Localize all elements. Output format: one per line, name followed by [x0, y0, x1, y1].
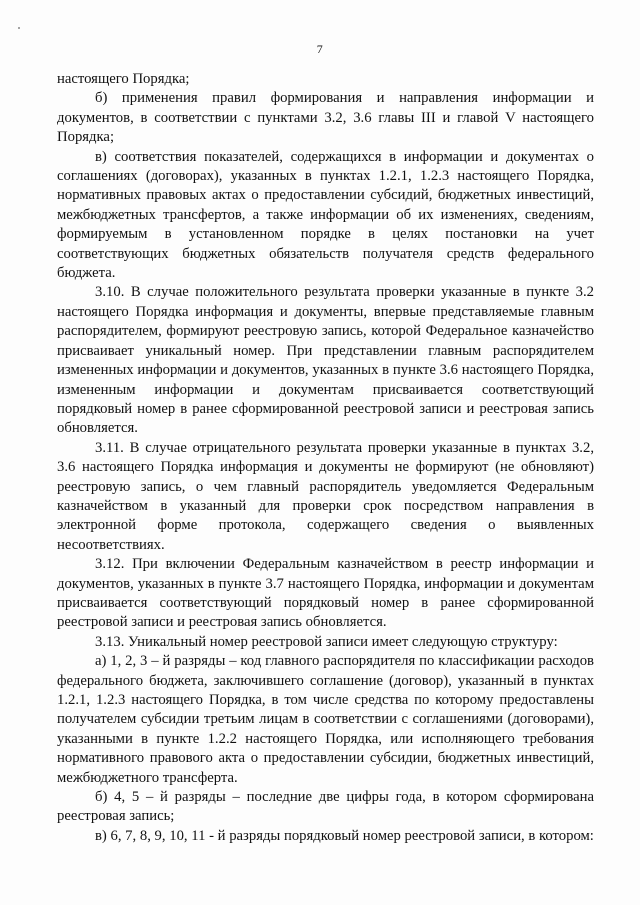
- paragraph: б) 4, 5 – й разряды – последние две цифры года, в котором сформирована реестровая запись;: [57, 789, 594, 825]
- body-text: [57, 70, 594, 846]
- scan-speck: [18, 27, 20, 29]
- paragraph: б) применения правил формирования и направления информации и документов, в соответствии с пунктами 3.2, 3.6 главы III и главой V настоящего Порядка;: [57, 90, 594, 146]
- paragraph: в) соответствия показателей, содержащихся в информации и документах о соглашениях (договорах), указанных в пунктах 1.2.1, 1.2.3 настоящего Порядка, нормативных правовых актах о предоставлении субсидий, бюджетных инвестиций, межбюджетных трансфертов, а также информации об их изменениях, сведениям, формируемым в установленном порядке в целях постановки на учет соответствующих бюджетных обязательств получателя средств федерального бюджета.: [57, 148, 594, 282]
- paragraph: в) 6, 7, 8, 9, 10, 11 - й разряды порядковый номер реестровой записи, в котором:: [95, 827, 594, 844]
- page-number: 7: [316, 42, 324, 56]
- paragraph: 3.12. При включении Федеральным казначейством в реестр информации и документов, указанных в пункте 3.7 настоящего Порядка, информации и документам присваивается соответствующий порядковый номер в ранее сформированной реестровой записи и реестровая запись обновляется.: [57, 556, 594, 631]
- paragraph: 3.11. В случае отрицательного результата проверки указанные в пунктах 3.2, 3.6 настоящего Порядка информация и документы не формируют (не обновляют) реестровую запись, о чем главный распорядитель уведомляется Федеральным казначейством в указанный для проверки срок посредством направления в электронной форме протокола, содержащего сведения о выявленных несоответствиях.: [57, 439, 594, 553]
- paragraph: а) 1, 2, 3 – й разряды – код главного распорядителя по классификации расходов федерального бюджета, заключившего соглашение (договор), указанный в пунктах 1.2.1, 1.2.3 настоящего Порядка, в том числе средства по которому предоставлены получателем субсидии третьим лицам в соответствии с соглашениями (договорами), указанными в пункте 1.2.2 настоящего Порядка, или исполняющего требования нормативного правового акта о предоставлении субсидии, бюджетных инвестиций, межбюджетного трансферта.: [57, 653, 594, 786]
- paragraph: 3.13. Уникальный номер реестровой записи имеет следующую структуру:: [95, 633, 558, 650]
- paragraph: настоящего Порядка;: [57, 71, 190, 87]
- paragraph: 3.10. В случае положительного результата проверки указанные в пункте 3.2 настоящего Порядка информация и документы, впервые представляемые главным распорядителем, формируют реестровую запись, которой Федеральное казначейство присваивает уникальный номер. При представлении главным распорядителем измененных информации и документов, указанных в пункте 3.6 настоящего Порядка, измененным информации и документам присваивается соответствующий порядковый номер в ранее сформированной реестровой записи и реестровая запись обновляется.: [57, 284, 594, 437]
